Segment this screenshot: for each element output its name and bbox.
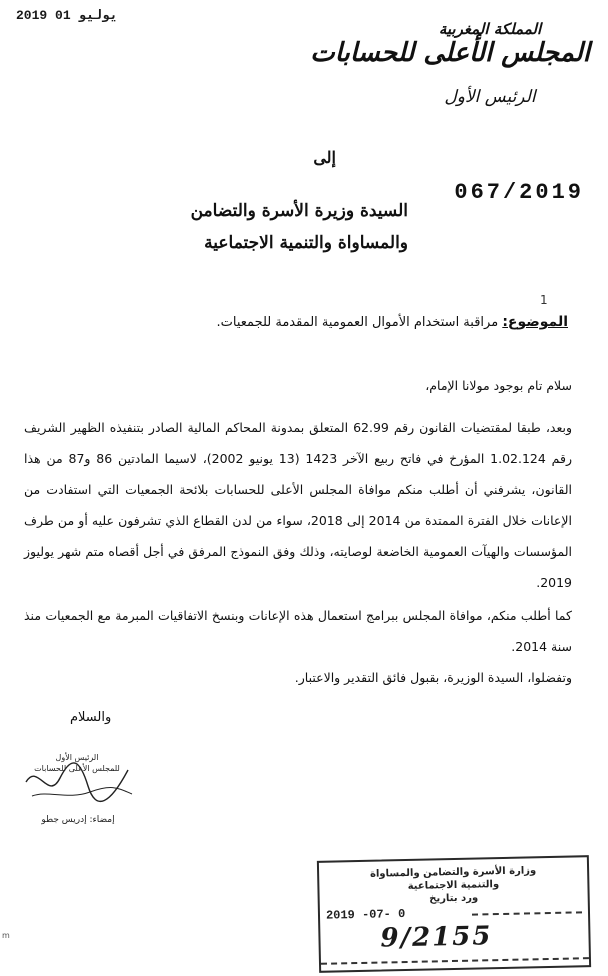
stamp-ministry xyxy=(327,863,580,907)
stamp-line-1: وزارة الأسرة والتضامن والمساواة xyxy=(369,865,537,880)
stamp-divider xyxy=(472,911,582,915)
recipient-line-1: السيدة وزيرة الأسرة والتضامن xyxy=(190,201,408,221)
signature-organization: للمجلس الأعلى للحسابات xyxy=(34,764,120,773)
closing-formula: وتفضلوا، السيدة الوزيرة، بقبول فائق التقدير والاعتبار. xyxy=(294,670,572,685)
reception-stamp xyxy=(317,855,591,973)
recipient-line-2: والمساواة والتنمية الاجتماعية xyxy=(204,233,408,253)
president-title: الرئيس الأول xyxy=(444,87,536,108)
handwritten-signature-icon xyxy=(18,752,138,816)
peace-sign-off: والسلام xyxy=(70,710,112,725)
body-paragraph-1: وبعد، طبقا لمقتضيات القانون رقم 62.99 المتعلق بمدونة المحاكم المالية الصادر بتنفيذه الظهير الشريف رقم 1.02.124 المؤرخ في فاتح ربيع الآخر 1423 (13 يونيو 2002)، لاسيما المادتين 86 و87 من هذا القانون، يشرفني أن أطلب منكم موافاة المجلس الأعلى للحسابات بلائحة الجمعيات التي استفادت من الإعانات خلال الفترة الممتدة من 2014 إلى 2018، سواء من لدن القطاع الذي تشرفون عليه أو من طرف المؤسسات والهيآت العمومية الخاضعة لوصايته، وذلك وفق النموذج المرفق في أجل أقصاه متم شهر يوليوز 2019. xyxy=(24,420,573,590)
letter-date: 2019 يوليو 01 xyxy=(16,8,118,23)
stamp-date: 2019 -07- 0 xyxy=(325,907,406,923)
signature-block xyxy=(18,752,128,826)
letterhead xyxy=(310,20,590,108)
tick-mark: 1 xyxy=(540,293,548,307)
kingdom-name: المملكة المغربية xyxy=(438,20,542,38)
greeting: سلام تام بوجود مولانا الإمام، xyxy=(425,378,572,393)
stamp-line-2: والتنمية الاجتماعية xyxy=(407,879,500,892)
stamp-line-3: ورد بتاريخ xyxy=(429,892,479,905)
body-paragraph-2: كما أطلب منكم، موافاة المجلس ببرامج استعمال هذه الإعانات وبنسخ الاتفاقيات المبرمة مع الجمعيات منذ سنة 2014. xyxy=(24,608,572,654)
signatory-name: إمضاء: إدريس جطو xyxy=(41,815,115,825)
subject-line xyxy=(217,314,568,330)
subject-label: الموضوع: xyxy=(502,314,568,330)
subject-text: مراقبة استخدام الأموال العمومية المقدمة للجمعيات. xyxy=(216,315,499,330)
council-name: المجلس الأعلى للحسابات xyxy=(310,38,590,68)
signature-title: الرئيس الأول xyxy=(55,753,99,762)
stamp-footer-line xyxy=(321,957,589,965)
recipient-to: إلى xyxy=(313,148,336,167)
margin-mark: m xyxy=(2,931,10,940)
reference-number: 067/2019 xyxy=(454,180,584,205)
stamp-handwritten-number: 9/2155 xyxy=(380,921,493,954)
recipient-block xyxy=(191,195,408,259)
